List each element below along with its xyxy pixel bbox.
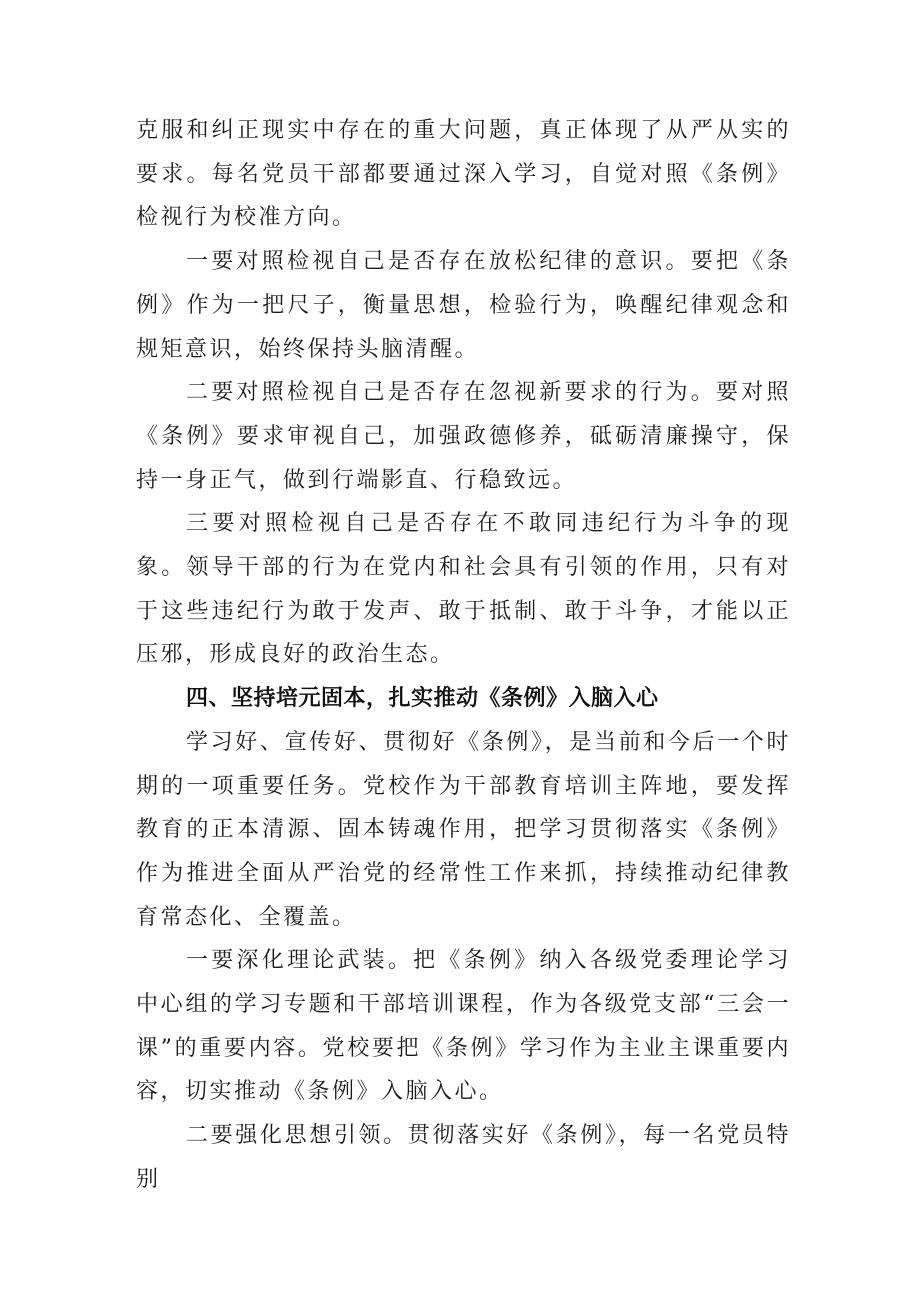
paragraph-continuation: 克服和纠正现实中存在的重大问题，真正体现了从严从实的要求。每名党员干部都要通过深入学习，自觉对照《条例》检视行为校准方向。 (136, 118, 791, 231)
section-heading-4: 四、坚持培元固本，扎实推动《条例》入脑入心 (186, 686, 659, 712)
paragraph-section-4-intro: 学习好、宣传好、贯彻好《条例》，是当前和今后一个时期的一项重要任务。党校作为干部教育培训主阵地，要发挥教育的正本清源、固本铸魂作用，把学习贯彻落实《条例》作为推进全面从严治党的经常性工作来抓，持续推动纪律教育常态化、全覆盖。 (136, 729, 791, 930)
paragraph-check-fight-violations: 三要对照检视自己是否存在不敢同违纪行为斗争的现象。领导干部的行为在党内和社会具有引领的作用，只有对于这些违纪行为敢于发声、敢于抵制、敢于斗争，才能以正压邪，形成良好的政治生态。 (136, 511, 791, 668)
paragraph-deepen-theory: 一要深化理论武装。把《条例》纳入各级党委理论学习中心组的学习专题和干部培训课程，作为各级党支部“三会一课”的重要内容。党校要把《条例》学习作为主业主课重要内容，切实推动《条例》入脑入心。 (136, 948, 791, 1105)
document-body (136, 109, 791, 1202)
paragraph-check-discipline-awareness: 一要对照检视自己是否存在放松纪律的意识。要把《条例》作为一把尺子，衡量思想，检验行为，唤醒纪律观念和规矩意识，始终保持头脑清醒。 (136, 249, 791, 362)
paragraph-strengthen-guidance: 二要强化思想引领。贯彻落实好《条例》，每一名党员特别 (136, 1123, 791, 1192)
paragraph-check-new-requirements: 二要对照检视自己是否存在忽视新要求的行为。要对照《条例》要求审视自己，加强政德修养，砥砺清廉操守，保持一身正气，做到行端影直、行稳致远。 (136, 380, 791, 493)
